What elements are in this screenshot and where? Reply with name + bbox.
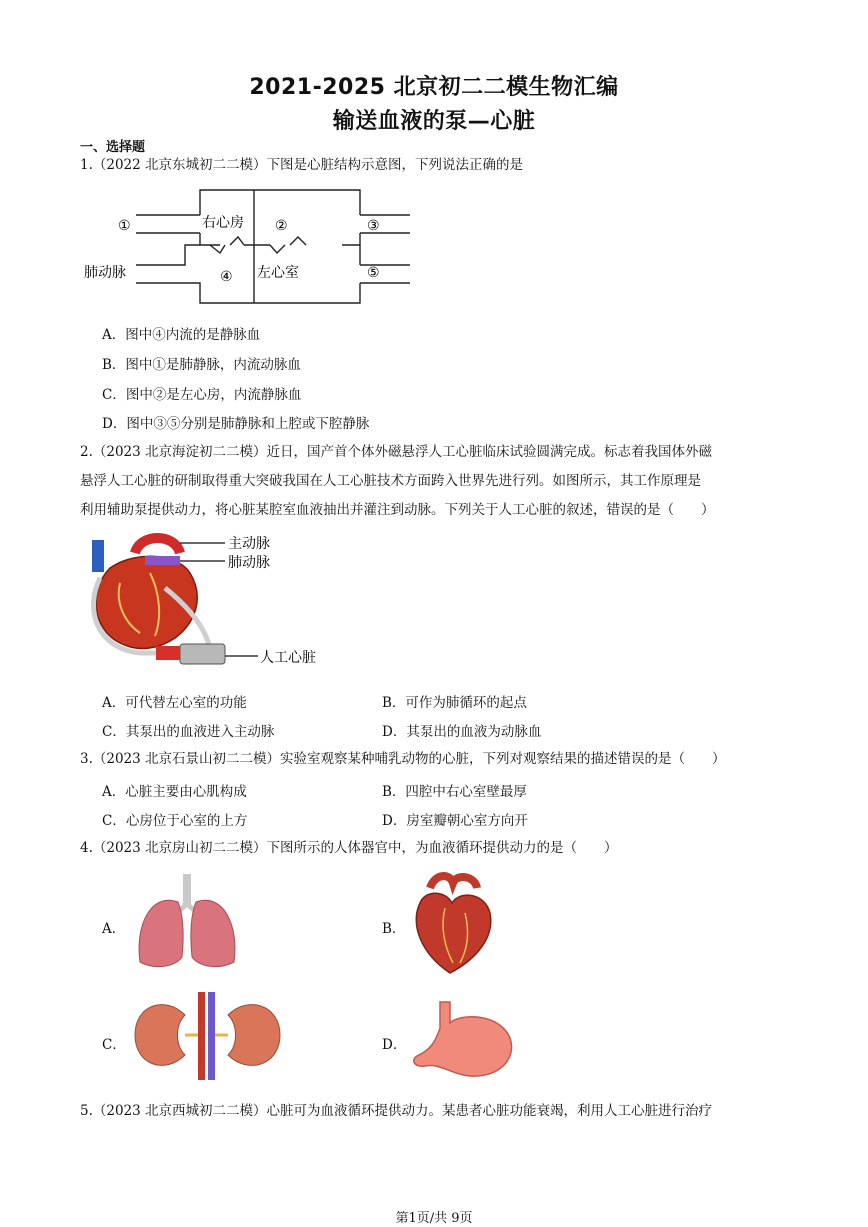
diagram-label-1: ①	[118, 218, 131, 234]
q3-option-d: D．房室瓣朝心室方向开	[382, 813, 528, 829]
q2-option-b: B．可作为肺循环的起点	[382, 695, 527, 711]
figure-label-artificial-heart: 人工心脏	[260, 650, 316, 666]
document-subtitle: 输送血液的泵—心脏	[332, 109, 536, 134]
q4-option-d-label: D．	[382, 1037, 407, 1053]
question-2-line-3: 利用辅助泵提供动力，将心脏某腔室血液抽出并灌注到动脉。下列关于人工心脏的叙述，错误的是（ ）	[80, 502, 715, 518]
q2-option-d: D．其泵出的血液为动脉血	[382, 724, 542, 740]
heart-icon	[405, 868, 500, 978]
kidneys-icon	[130, 990, 290, 1082]
q3-option-b: B．四腔中右心室壁最厚	[382, 784, 527, 800]
question-3-stem: 3.（2023 北京石景山初二二模）实验室观察某种哺乳动物的心脏，下列对观察结果的描述错误的是（ ）	[80, 751, 726, 767]
q4-option-a-label: A．	[102, 921, 126, 937]
q2-option-a: A．可代替左心室的功能	[102, 695, 247, 711]
section-heading: 一、选择题	[80, 140, 146, 155]
figure-label-aorta: 主动脉	[228, 536, 270, 552]
diagram-label-right-atrium: 右心房	[202, 215, 244, 231]
q3-option-a: A．心脏主要由心肌构成	[102, 784, 247, 800]
diagram-label-pulmonary-artery: 肺动脉	[84, 265, 126, 281]
heart-structure-diagram	[80, 185, 410, 310]
diagram-label-5: ⑤	[367, 265, 380, 281]
question-1-stem: 1.（2022 北京东城初二二模）下图是心脏结构示意图，下列说法正确的是	[80, 157, 524, 173]
q3-option-c: C．心房位于心室的上方	[102, 813, 248, 829]
q1-option-d: D．图中③⑤分别是肺静脉和上腔或下腔静脉	[102, 416, 370, 432]
document-title: 2021-2025 北京初二二模生物汇编	[249, 75, 619, 100]
question-2-line-1: 2.（2023 北京海淀初二二模）近日，国产首个体外磁悬浮人工心脏临床试验圆满完成。标志着我国体外磁	[80, 444, 713, 460]
diagram-label-left-ventricle: 左心室	[257, 265, 299, 281]
q1-option-c: C．图中②是左心房，内流静脉血	[102, 387, 302, 403]
q1-option-a: A．图中④内流的是静脉血	[102, 327, 261, 343]
q4-option-b-label: B．	[382, 921, 406, 937]
lungs-icon	[130, 872, 245, 972]
q4-option-c-label: C．	[102, 1037, 126, 1053]
question-4-stem: 4.（2023 北京房山初二二模）下图所示的人体器官中，为血液循环提供动力的是（ ）	[80, 840, 618, 856]
diagram-label-2: ②	[275, 218, 288, 234]
q2-option-c: C．其泵出的血液进入主动脉	[102, 724, 275, 740]
page-footer: 第1页/共 9页	[395, 1211, 473, 1226]
question-5-stem: 5.（2023 北京西城初二二模）心脏可为血液循环提供动力。某患者心脏功能衰竭，利用人工心脏进行治疗	[80, 1103, 713, 1119]
diagram-label-4: ④	[220, 269, 233, 285]
artificial-heart-figure	[80, 528, 350, 678]
diagram-label-3: ③	[367, 218, 380, 234]
figure-label-pulmonary-artery: 肺动脉	[228, 555, 270, 571]
stomach-icon	[405, 998, 520, 1083]
question-2-line-2: 悬浮人工心脏的研制取得重大突破我国在人工心脏技术方面跨入世界先进行列。如图所示，其工作原理是	[80, 473, 701, 489]
q1-option-b: B．图中①是肺静脉，内流动脉血	[102, 357, 301, 373]
